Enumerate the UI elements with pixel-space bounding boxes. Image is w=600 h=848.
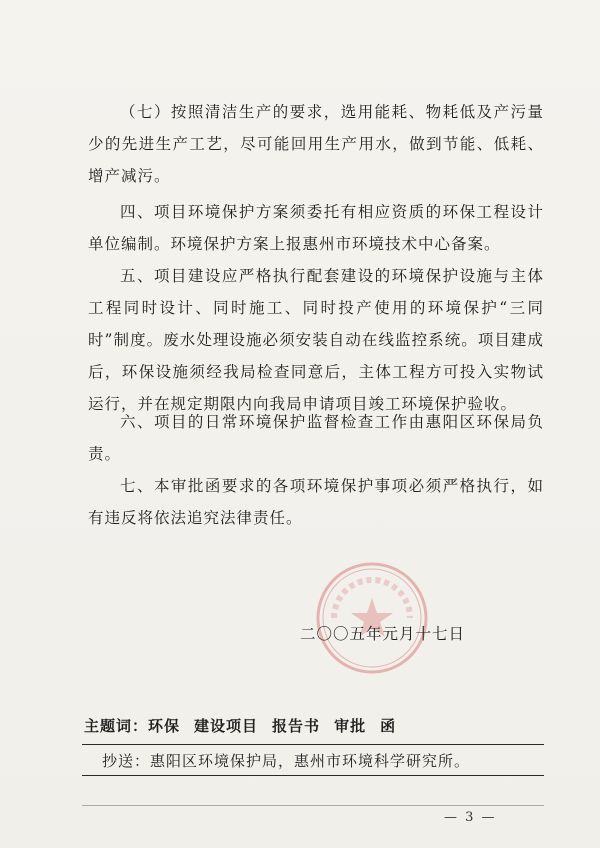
keyword-item: 建设项目 xyxy=(194,717,259,735)
cc-label: 抄送： xyxy=(102,752,151,770)
official-seal-icon xyxy=(312,558,432,678)
keyword-item: 审批 xyxy=(334,717,367,735)
paragraph-legal-liability: 七、本审批函要求的各项环境保护事项必须严格执行，如有违反将依法追究法律责任。 xyxy=(88,477,544,527)
divider-line xyxy=(82,744,544,745)
divider-line xyxy=(82,775,544,776)
keyword-item: 报告书 xyxy=(272,717,321,735)
signing-date: 二〇〇五年元月十七日 xyxy=(300,625,466,643)
cc-recipients: 惠阳区环境保护局，惠州市环境科学研究所。 xyxy=(150,752,471,770)
carbon-copy-line xyxy=(102,750,470,771)
paragraph-protection-plan: 四、项目环境保护方案须委托有相应资质的环保工程设计单位编制。环境保护方案上报惠州市环境技术中心备案。 xyxy=(88,203,544,253)
keyword-item: 函 xyxy=(380,717,397,735)
paragraph-three-simultaneous: 五、项目建设应严格执行配套建设的环境保护设施与主体工程同时设计、同时施工、同时投产使用的环境保护“三同时”制度。废水处理设施必须安装自动在线监控系统。项目建成后，环保设施须经我局检查同意后，主体工程方可投入实物试运行，并在规定期限内向我局申请项目竣工环境保护验收。 xyxy=(88,267,544,413)
divider-line xyxy=(82,805,544,806)
keyword-item: 环保 xyxy=(148,717,181,735)
page-number: — 3 — xyxy=(444,810,497,825)
subject-keywords xyxy=(84,715,396,736)
paragraph-clean-production: （七）按照清洁生产的要求，选用能耗、物耗低及产污量少的先进生产工艺，尽可能回用生产用水，做到节能、低耗、增产减污。 xyxy=(88,103,544,185)
paragraph-daily-supervision: 六、项目的日常环境保护监督检查工作由惠阳区环保局负责。 xyxy=(88,413,544,463)
keywords-label: 主题词： xyxy=(84,717,149,735)
